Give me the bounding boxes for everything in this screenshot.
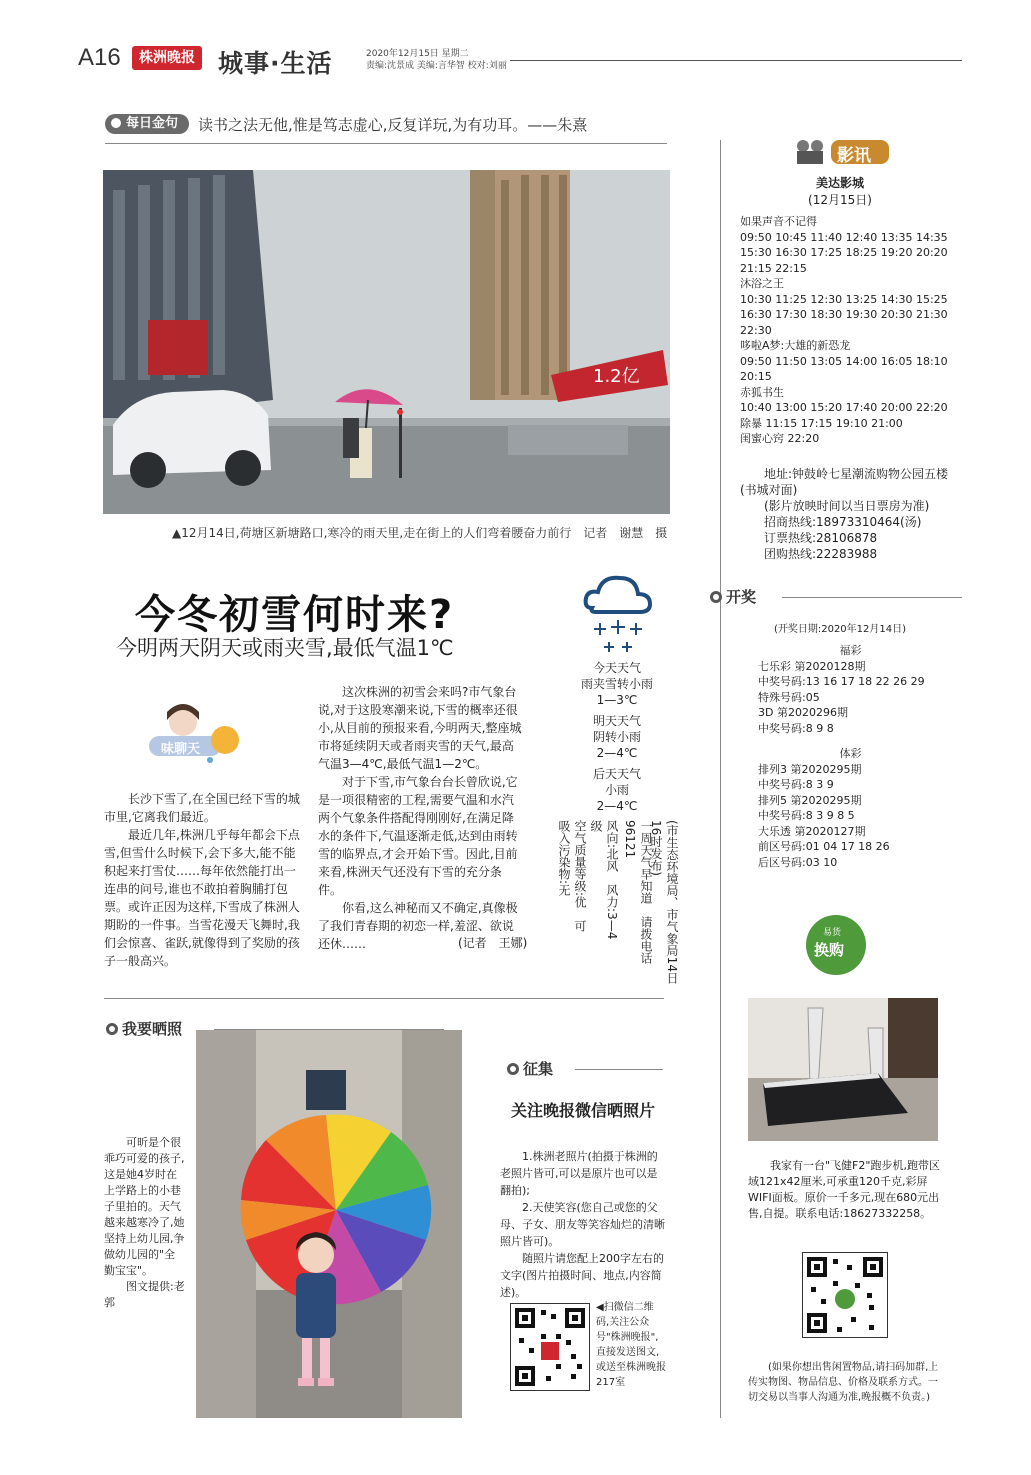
header-meta (366, 48, 507, 72)
section-title: 城事·生活 (218, 49, 333, 78)
welfare-lottery-label: 福彩 (839, 644, 862, 657)
article-paragraph: 你看,这么神秘而又不确定,真像极了我们青春期的初恋一样,羞涩、欲说还休…… (318, 901, 518, 951)
column-rule (720, 140, 721, 1418)
bullet-icon (111, 118, 121, 128)
lottery-date: (开奖日期:2020年12月14日) (773, 624, 907, 635)
weather-after-temp: 2—4℃ (596, 799, 638, 813)
swap-badge-top: 易货 (823, 928, 842, 938)
movie-line: 09:50 10:45 11:40 12:40 13:35 14:35 (740, 230, 948, 244)
hotline-tickets: 订票热线:28106878 (764, 531, 878, 545)
weather-after-condition: 小雨 (604, 783, 629, 797)
swap-badge (806, 915, 866, 975)
lottery-line: 中奖号码:8 3 9 8 5 (758, 809, 855, 822)
movie-badge-text: 影讯 (837, 146, 871, 166)
issue-date: 2020年12月15日 星期二 (366, 49, 469, 59)
lottery-line: 排列3 第2020295期 (758, 762, 862, 776)
movie-line: 22:30 (740, 323, 772, 337)
child-umbrella-illustration (196, 1030, 462, 1418)
qr-code-icon (803, 1253, 887, 1337)
movie-line: 除暴 11:15 17:15 19:10 21:00 (740, 416, 903, 430)
columnist-badge (145, 700, 245, 770)
lottery-line: 中奖号码:8 9 8 (758, 721, 834, 735)
kid-photo-credit: 图文提供:老郭 (104, 1280, 185, 1309)
solicit-rule (575, 1069, 663, 1070)
weather-tomorrow-temp: 2—4℃ (596, 746, 638, 760)
weather-tomorrow-condition: 阴转小雨 (592, 730, 641, 744)
swap-disclaimer: (如果你想出售闲置物品,请扫码加群,上传实物图、物品信息、价格及联系方式。一切交易以当事人沟通为准,晚报概不负责。) (748, 1362, 939, 1403)
article-column-2 (318, 683, 524, 953)
rainy-street-illustration (103, 170, 670, 514)
cinema-address-block (740, 466, 960, 562)
lottery-line: 特殊号码:05 (758, 690, 820, 704)
weather-tomorrow (572, 713, 662, 761)
hotline-business: 招商热线:18973310464(汤) (764, 515, 922, 529)
wind-info: 风向:北风 风力:3—4级 (589, 820, 619, 940)
editors-line: 责编:沈景成 美编:言华智 校对:刘丽 (366, 61, 507, 71)
article-paragraph: 这次株洲的初雪会来吗?市气象台说,对于这股寒潮来说,下雪的概率还很小,从目前的预报来看,今明两天,整座城市将延续阴天或者雨夹雪的天气,最高气温3—4℃,最低气温1—2℃。 (318, 685, 522, 771)
weather-today-condition: 雨夹雪转小雨 (580, 677, 653, 691)
swap-qr-code[interactable] (802, 1252, 888, 1338)
solicit-label (505, 1058, 575, 1080)
weather-today-temp: 1—3℃ (596, 693, 638, 707)
movie-line: 10:40 13:00 15:20 17:40 20:00 22:20 (740, 401, 948, 414)
lottery-line: 前区号码:01 04 17 18 26 (758, 840, 890, 853)
sports-lottery-label: 体彩 (839, 747, 862, 760)
treadmill-photo (748, 998, 938, 1141)
weather-today-label: 今天天气 (592, 661, 641, 675)
subheadline: 今明两天阴天或雨夹雪,最低气温1℃ (116, 636, 454, 660)
header-rule (510, 60, 962, 61)
bullet-icon (507, 1063, 519, 1075)
weather-after-label: 后天天气 (592, 767, 641, 781)
solicit-body (500, 1148, 666, 1301)
lottery-line: 中奖号码:8 3 9 (758, 778, 834, 791)
kid-photo-text (104, 1135, 186, 1311)
photo-caption: ▲12月14日,荷塘区新塘路口,寒冷的雨天里,走在街上的人们弯着腰奋力前行 记者 谢慧 摄 (172, 526, 668, 540)
scan-instructions: ◀扫微信二维码,关注公众号"株洲晚报",直接发送图文,或送至株洲晚报217室 (596, 1302, 666, 1388)
section-rule (104, 998, 664, 999)
movie-line: 15:30 16:30 17:25 18:25 19:20 20:20 (740, 246, 948, 259)
lottery-results (758, 643, 963, 870)
qr-code-icon (511, 1304, 589, 1390)
daily-quote-label-text: 每日金句 (126, 116, 179, 131)
solicit-label-text: 征集 (523, 1060, 554, 1078)
quote-rule (105, 143, 667, 144)
swap-listing: 我家有一台"飞健F2"跑步机,跑带区域121x42厘米,可承重120千克,彩屏WIFI面板。原价一千多元,现在680元出售,自提。联系电话:18627332258。 (748, 1159, 940, 1220)
cinema-name: 美达影城 (815, 176, 864, 190)
snow-cloud-icon (580, 568, 656, 658)
movie-line: 20:15 (740, 370, 772, 383)
movie-date: (12月15日) (808, 193, 872, 207)
movie-line: 如果声音不记得 (740, 215, 817, 228)
solicit-title: 关注晚报微信晒照片 (510, 1101, 655, 1120)
movie-line: 沐浴之王 (740, 277, 784, 290)
rainy-street-photo (103, 170, 670, 514)
photo-section-label-text: 我要晒照 (122, 1020, 183, 1038)
movie-line: 09:50 11:50 13:05 14:00 16:05 18:10 (740, 354, 948, 368)
lottery-label (708, 586, 782, 608)
lottery-rule (782, 597, 962, 598)
swap-badge-text: 换购 (814, 941, 845, 959)
article-column-1 (104, 790, 304, 970)
columnist-badge-text: 味聊天 (161, 742, 201, 757)
daily-quote-label (105, 114, 189, 134)
weather-after (572, 766, 662, 814)
lottery-line: 七乐彩 第2020128期 (758, 659, 866, 673)
solicit-item: 1.株洲老照片(拍摄于株洲的老照片皆可,可以是原片也可以是翻拍); (500, 1150, 658, 1197)
byline: (记者 王娜) (458, 936, 528, 950)
movie-line: 10:30 11:25 12:30 13:25 14:30 15:25 (740, 292, 948, 306)
movie-badge (795, 138, 891, 166)
lottery-line: 大乐透 第2020127期 (758, 824, 866, 838)
air-quality: 空气质量等级:优 可吸入污染物:无 (557, 820, 587, 933)
headline: 今冬初雪何时来? (135, 592, 455, 638)
lottery-line: 中奖号码:13 16 17 18 22 26 29 (758, 675, 925, 688)
wechat-qr-code[interactable] (510, 1303, 590, 1391)
weather-today (572, 660, 662, 708)
solicit-item: 2.天使笑容(您自己或您的父母、子女、朋友等笑容灿烂的清晰照片皆可)。 (500, 1201, 665, 1248)
lottery-line: 3D 第2020296期 (758, 706, 848, 719)
weather-tomorrow-label: 明天天气 (592, 714, 641, 728)
daily-quote-text: 读书之法无他,惟是笃志虚心,反复详玩,为有功耳。——朱熹 (198, 116, 588, 134)
paper-logo: 株洲晚报 (132, 46, 202, 70)
weather-source: (市生态环境局、市气象局14日16时发布) (649, 820, 679, 984)
cinema-address: 地址:钟鼓岭七星潮流购物公园五楼(书城对面) (740, 467, 949, 497)
bullet-icon (710, 591, 722, 603)
movie-line: 闺蜜心窍 22:20 (740, 432, 820, 445)
article-paragraph: 最近几年,株洲几乎每年都会下点雪,但雪什么时候下,会下多大,能不能积起来打雪仗……每年依然能打出一连串的问号,谁也不敢拍着胸脯打包票。或许正因为这样,下雪成了株洲人期盼的一件事。当雪花漫天飞舞时,我们会惊喜、雀跃,就像得到了奖励的孩子一般高兴。 (104, 828, 300, 968)
columnist-avatar-icon (145, 700, 245, 770)
treadmill-illustration (748, 998, 938, 1141)
movie-line: 赤狐书生 (740, 385, 784, 399)
lottery-label-text: 开奖 (726, 588, 757, 606)
bullet-icon (106, 1023, 118, 1035)
movie-schedule (740, 214, 962, 447)
hotline-group: 团购热线:22283988 (764, 547, 878, 561)
article-paragraph: 长沙下雪了,在全国已经下雪的城市里,它离我们最近。 (104, 792, 300, 824)
child-umbrella-photo (196, 1030, 462, 1418)
weather-hotline: 一周天气早知道 请拨电话96121 (623, 820, 653, 964)
page-number: A16 (78, 44, 121, 71)
kid-photo-description: 可昕是个很乖巧可爱的孩子,这是她4岁时在上学路上的小巷子里拍的。天气越来越寒冷了,她坚持上幼儿园,争做幼儿园的"全勤宝宝"。 (104, 1136, 185, 1277)
movie-line: 16:30 17:30 18:30 19:30 20:30 21:30 (740, 308, 948, 321)
article-paragraph: 对于下雪,市气象台台长曾欣说,它是一项很精密的工程,需要气温和水汽两个气象条件搭配得刚刚好,在满足降水的条件下,气温逐渐走低,达到由雨转雪的临界点,才会开始下雪。因此,目前来看,株洲天气还没有下雪的充分条件。 (318, 775, 518, 897)
schedule-note: (影片放映时间以当日票房为准) (764, 499, 930, 513)
movie-line: 21:15 22:15 (740, 261, 807, 275)
lottery-line: 后区号码:03 10 (758, 855, 838, 869)
billboard-text: 1.2亿 (593, 366, 640, 387)
solicit-item: 随照片请您配上200字左右的文字(图片拍摄时间、地点,内容简述)。 (500, 1252, 664, 1299)
lottery-line: 排列5 第2020295期 (758, 793, 862, 807)
movie-line: 哆啦A梦:大雄的新恐龙 (740, 339, 851, 352)
